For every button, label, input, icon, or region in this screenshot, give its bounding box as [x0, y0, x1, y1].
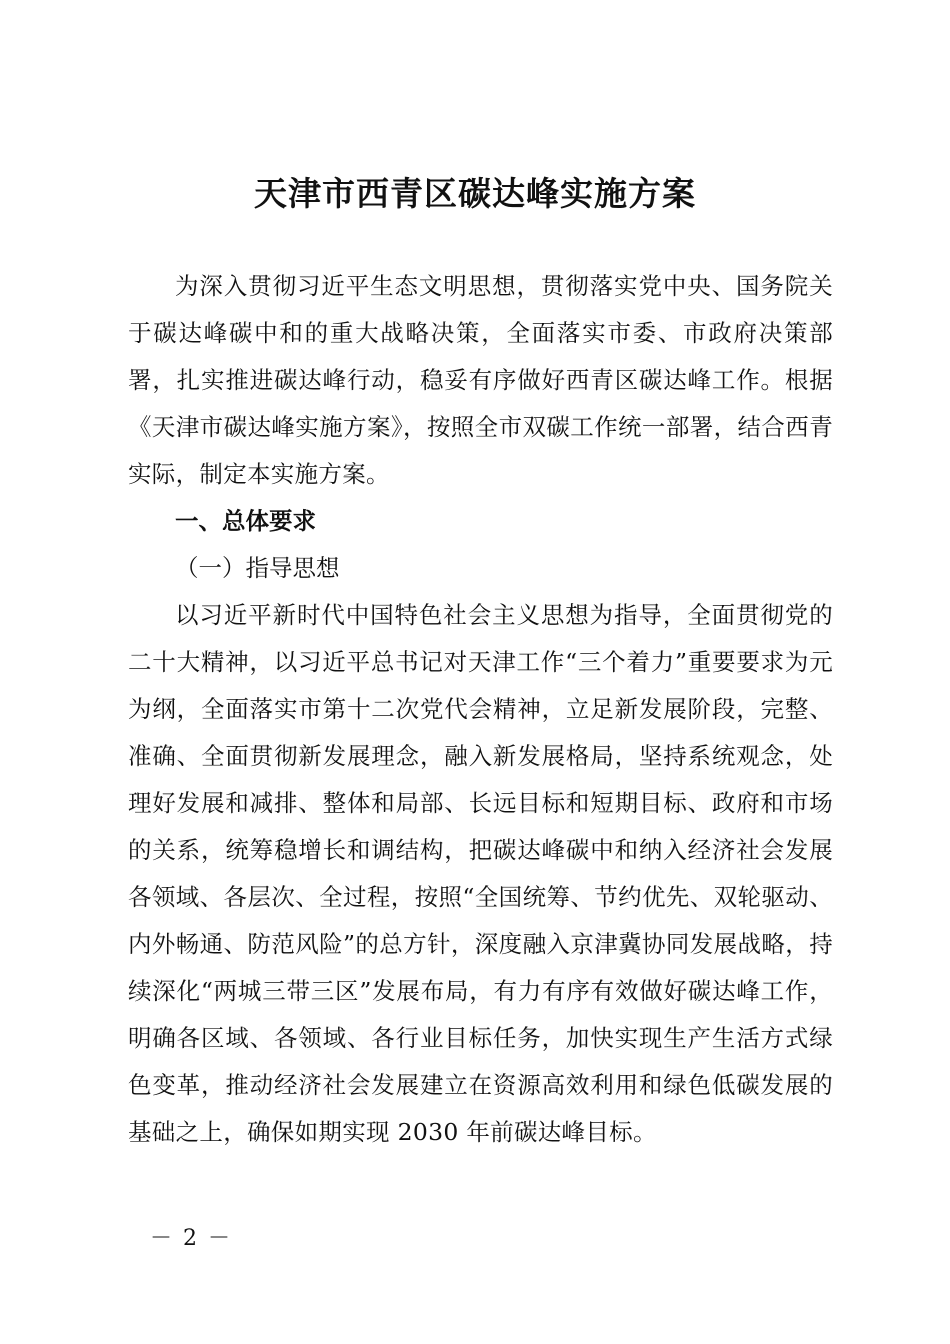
document-body	[128, 263, 833, 1156]
guiding-ideology-paragraph: 以习近平新时代中国特色社会主义思想为指导，全面贯彻党的二十大精神，以习近平总书记对天津工作“三个着力”重要要求为元为纲，全面落实市第十二次党代会精神，立足新发展阶段，完整、准确、全面贯彻新发展理念，融入新发展格局，坚持系统观念，处理好发展和减排、整体和局部、长远目标和短期目标、政府和市场的关系，统筹稳增长和调结构，把碳达峰碳中和纳入经济社会发展各领域、各层次、全过程，按照“全国统筹、节约优先、双轮驱动、内外畅通、防范风险”的总方针，深度融入京津冀协同发展战略，持续深化“两城三带三区”发展布局，有力有序有效做好碳达峰工作，明确各区域、各领域、各行业目标任务，加快实现生产生活方式绿色变革，推动经济社会发展建立在资源高效利用和绿色低碳发展的基础之上，确保如期实现 2030 年前碳达峰目标。	[128, 601, 833, 1146]
page-number: － 2 －	[150, 1226, 232, 1251]
intro-paragraph: 为深入贯彻习近平生态文明思想，贯彻落实党中央、国务院关于碳达峰碳中和的重大战略决策，全面落实市委、市政府决策部署，扎实推进碳达峰行动，稳妥有序做好西青区碳达峰工作。根据《天津市碳达峰实施方案》，按照全市双碳工作统一部署，结合西青实际，制定本实施方案。	[128, 272, 833, 488]
section-heading-general-requirements: 一、总体要求	[175, 507, 316, 535]
document-title: 天津市西青区碳达峰实施方案	[254, 174, 696, 213]
subsection-heading-guiding-ideology: （一）指导思想	[175, 554, 340, 582]
